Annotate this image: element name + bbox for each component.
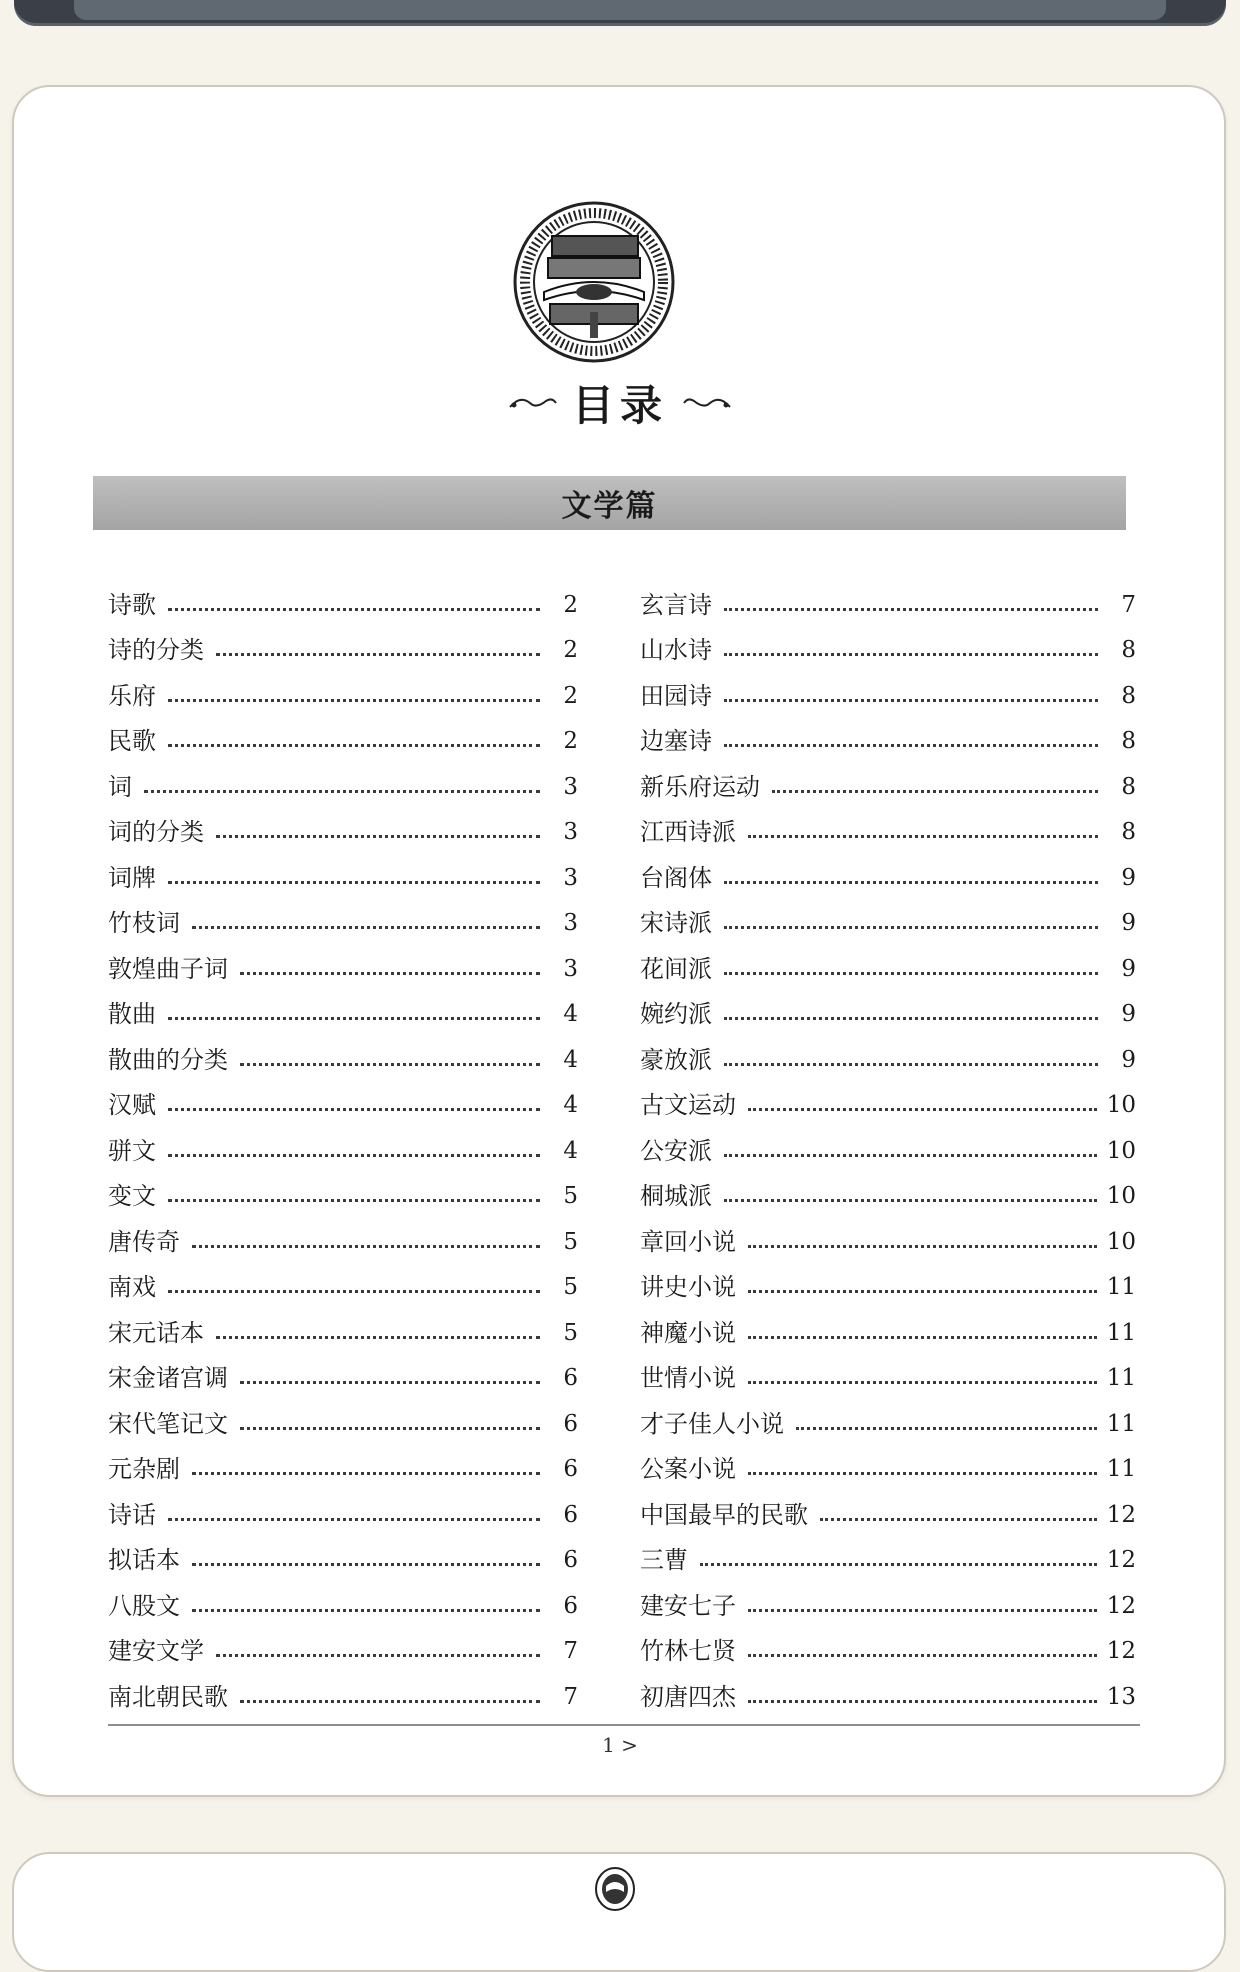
toc-entry[interactable] [108, 1530, 578, 1576]
toc-entry-page: 9 [1121, 1001, 1136, 1027]
toc-entry[interactable] [108, 802, 578, 848]
dot-leader [216, 1336, 540, 1339]
toc-entry[interactable] [640, 1530, 1136, 1576]
toc-entry-page: 8 [1121, 728, 1136, 754]
toc-entry-page: 10 [1106, 1183, 1136, 1209]
toc-entry[interactable] [640, 756, 1136, 802]
toc-entry-page: 9 [1121, 864, 1136, 891]
dot-leader [748, 1108, 1097, 1111]
toc-entry-page: 3 [563, 910, 578, 936]
dot-leader [192, 1563, 540, 1566]
toc-entry-title: 世情小说 [640, 1364, 736, 1392]
dot-leader [192, 1609, 540, 1612]
toc-entry-page: 5 [563, 1274, 578, 1300]
toc-entry-title: 中国最早的民歌 [640, 1500, 808, 1529]
toc-entry-title: 散曲的分类 [108, 1045, 228, 1074]
toc-right-column [640, 574, 1136, 1712]
toc-entry-page: 5 [563, 1183, 578, 1209]
toc-entry[interactable] [108, 1302, 578, 1348]
dot-leader [748, 1700, 1097, 1703]
toc-entry-page: 5 [563, 1228, 578, 1255]
toc-entry-page: 4 [563, 1046, 578, 1073]
toc-entry-title: 江西诗派 [640, 818, 736, 846]
toc-entry-page: 10 [1106, 1092, 1136, 1118]
toc-entry-title: 花间派 [640, 954, 712, 983]
toc-entry[interactable] [108, 574, 578, 620]
toc-entry-title: 古文运动 [640, 1091, 736, 1119]
dot-leader [772, 790, 1098, 793]
dot-leader [192, 1472, 540, 1475]
toc-entry-title: 初唐四杰 [640, 1682, 736, 1711]
toc-entry-title: 诗的分类 [108, 636, 204, 664]
toc-entry[interactable] [640, 1211, 1136, 1257]
toc-entry-page: 2 [563, 728, 578, 754]
toc-entry-page: 10 [1106, 1228, 1136, 1255]
dot-leader [748, 835, 1098, 838]
toc-entry-page: 11 [1106, 1319, 1136, 1346]
section-title: 文学篇 [561, 489, 658, 524]
toc-entry-page: 3 [563, 955, 578, 982]
footer-divider [108, 1724, 1140, 1726]
toc-entry[interactable] [108, 1575, 578, 1621]
dot-leader [168, 608, 540, 611]
dot-leader [168, 1108, 540, 1111]
toc-entry-page: 4 [563, 1001, 578, 1027]
dot-leader [724, 1017, 1098, 1020]
flourish-right-icon [682, 391, 734, 415]
dot-leader [724, 699, 1098, 702]
toc-entry-page: 12 [1106, 1638, 1136, 1664]
toc-entry-title: 宋诗派 [640, 909, 712, 937]
toc-entry[interactable] [108, 1075, 578, 1121]
toc-entry-title: 乐府 [108, 681, 156, 710]
dot-leader [748, 1472, 1097, 1475]
toc-entry-title: 变文 [108, 1182, 156, 1210]
toc-entry[interactable] [640, 1621, 1136, 1667]
toc-entry[interactable] [108, 1029, 578, 1075]
dot-leader [240, 1700, 540, 1703]
toc-entry[interactable] [640, 1575, 1136, 1621]
toc-entry[interactable] [640, 1029, 1136, 1075]
toc-entry[interactable] [108, 1621, 578, 1667]
toc-entry-page: 6 [563, 1365, 578, 1391]
toc-entry[interactable] [640, 1120, 1136, 1166]
dot-leader [700, 1563, 1097, 1566]
dot-leader [192, 926, 540, 929]
toc-entry[interactable] [640, 938, 1136, 984]
toc-entry-page: 11 [1106, 1410, 1136, 1437]
title-row [0, 372, 1240, 434]
dot-leader [748, 1654, 1097, 1657]
dot-leader [168, 1199, 540, 1202]
toc-entry-page: 9 [1121, 910, 1136, 936]
toc-entry-title: 八股文 [108, 1591, 180, 1620]
toc-entry-page: 8 [1121, 819, 1136, 845]
toc-entry-title: 建安七子 [640, 1591, 736, 1620]
toc-entry-title: 新乐府运动 [640, 772, 760, 801]
dot-leader [724, 608, 1098, 611]
toc-entry[interactable] [108, 711, 578, 757]
toc-entry-title: 南戏 [108, 1273, 156, 1301]
dot-leader [796, 1427, 1097, 1430]
toc-entry-page: 3 [563, 819, 578, 845]
dot-leader [748, 1609, 1097, 1612]
toc-entry[interactable] [640, 574, 1136, 620]
toc-entry-title: 敦煌曲子词 [108, 954, 228, 983]
dot-leader [724, 881, 1098, 884]
toc-entry-page: 3 [563, 864, 578, 891]
toc-entry[interactable] [640, 1257, 1136, 1303]
dot-leader [216, 1654, 540, 1657]
toc-entry-page: 4 [563, 1137, 578, 1164]
toc-entry[interactable] [640, 1166, 1136, 1212]
dot-leader [724, 1063, 1098, 1066]
toc-entry[interactable] [640, 1302, 1136, 1348]
toc-entry-page: 11 [1106, 1274, 1136, 1300]
toc-entry[interactable] [640, 1666, 1136, 1712]
toc-entry-page: 5 [563, 1319, 578, 1346]
toc-entry-title: 田园诗 [640, 681, 712, 710]
toc-entry[interactable] [108, 620, 578, 666]
mini-emblem-icon [594, 1866, 636, 1912]
toc-entry-page: 2 [563, 682, 578, 709]
toc-entry-page: 6 [563, 1410, 578, 1437]
dot-leader [168, 1017, 540, 1020]
toc-entry-title: 词牌 [108, 863, 156, 892]
toc-entry[interactable] [108, 893, 578, 939]
toc-entry[interactable] [640, 1348, 1136, 1394]
dot-leader [724, 1199, 1097, 1202]
dot-leader [748, 1381, 1097, 1384]
toc-entry-title: 拟话本 [108, 1546, 180, 1574]
dot-leader [240, 972, 540, 975]
toc-entry-title: 词 [108, 772, 132, 801]
dot-leader [748, 1290, 1097, 1293]
toc-entry-title: 南北朝民歌 [108, 1682, 228, 1711]
toc-entry-title: 讲史小说 [640, 1273, 736, 1301]
toc-entry-page: 10 [1106, 1137, 1136, 1164]
toc-entry[interactable] [640, 893, 1136, 939]
toc-entry-title: 宋元话本 [108, 1318, 204, 1347]
page-number-indicator[interactable]: 1 > [602, 1733, 638, 1757]
dot-leader [240, 1427, 540, 1430]
toc-entry-title: 词的分类 [108, 818, 204, 846]
dot-leader [168, 1518, 540, 1521]
dot-leader [168, 1154, 540, 1157]
toc-entry-page: 6 [563, 1592, 578, 1619]
toc-entry-page: 9 [1121, 1046, 1136, 1073]
dot-leader [168, 744, 540, 747]
toc-entry-title: 神魔小说 [640, 1318, 736, 1347]
toc-entry-title: 公案小说 [640, 1455, 736, 1483]
toc-entry[interactable] [108, 665, 578, 711]
dot-leader [216, 653, 540, 656]
toc-entry[interactable] [108, 1393, 578, 1439]
toc-entry-page: 7 [563, 1638, 578, 1664]
toc-entry-title: 公安派 [640, 1136, 712, 1165]
toc-entry-page: 12 [1106, 1547, 1136, 1573]
toc-entry-page: 13 [1106, 1683, 1136, 1710]
page-title: 目录 [571, 381, 668, 430]
toc-entry[interactable] [108, 1120, 578, 1166]
toc-entry-title: 诗话 [108, 1500, 156, 1529]
dot-leader [724, 744, 1098, 747]
dot-leader [216, 835, 540, 838]
toc-entry[interactable] [108, 1666, 578, 1712]
toc-entry[interactable] [108, 1484, 578, 1530]
books-emblem-icon [512, 200, 676, 364]
toc-entry[interactable] [640, 847, 1136, 893]
toc-entry-title: 宋代笔记文 [108, 1409, 228, 1438]
toc-left-column [108, 574, 578, 1712]
toc-entry[interactable] [108, 1166, 578, 1212]
toc-entry-page: 6 [563, 1456, 578, 1482]
dot-leader [724, 926, 1098, 929]
toc-entry-page: 12 [1106, 1592, 1136, 1619]
toc-entry-title: 三曹 [640, 1546, 688, 1574]
toc-entry[interactable] [108, 756, 578, 802]
toc-entry[interactable] [108, 847, 578, 893]
previous-page-edge [14, 0, 1226, 26]
toc-entry-page: 3 [563, 773, 578, 800]
toc-entry-title: 婉约派 [640, 1000, 712, 1028]
toc-entry-page: 11 [1106, 1456, 1136, 1482]
toc-entry-title: 玄言诗 [640, 590, 712, 619]
toc-entry-title: 山水诗 [640, 636, 712, 664]
toc-entry[interactable] [640, 665, 1136, 711]
dot-leader [748, 1245, 1097, 1248]
toc-entry-page: 8 [1121, 682, 1136, 709]
toc-entry[interactable] [640, 1439, 1136, 1485]
toc-entry-title: 桐城派 [640, 1182, 712, 1210]
toc-entry[interactable] [640, 711, 1136, 757]
toc-entry-title: 建安文学 [108, 1637, 204, 1665]
toc-entry-title: 骈文 [108, 1136, 156, 1165]
section-header-bar [93, 476, 1126, 530]
toc-entry-page: 8 [1121, 773, 1136, 800]
toc-entry-title: 诗歌 [108, 590, 156, 619]
previous-page-edge-inner [74, 0, 1166, 20]
toc-entry-title: 边塞诗 [640, 727, 712, 755]
dot-leader [748, 1336, 1097, 1339]
toc-entry[interactable] [108, 1257, 578, 1303]
toc-entry-title: 汉赋 [108, 1091, 156, 1119]
toc-entry-title: 竹林七贤 [640, 1637, 736, 1665]
toc-entry[interactable] [108, 1211, 578, 1257]
dot-leader [724, 653, 1098, 656]
toc-entry-title: 竹枝词 [108, 909, 180, 937]
toc-entry-title: 才子佳人小说 [640, 1409, 784, 1438]
dot-leader [192, 1245, 540, 1248]
dot-leader [168, 881, 540, 884]
toc-entry-title: 豪放派 [640, 1045, 712, 1074]
toc-entry[interactable] [640, 1393, 1136, 1439]
dot-leader [168, 1290, 540, 1293]
toc-entry-page: 11 [1106, 1365, 1136, 1391]
toc-entry[interactable] [640, 802, 1136, 848]
toc-entry[interactable] [108, 1348, 578, 1394]
toc-entry-page: 8 [1121, 637, 1136, 663]
toc-entry[interactable] [108, 938, 578, 984]
toc-entry[interactable] [640, 1075, 1136, 1121]
toc-entry[interactable] [640, 620, 1136, 666]
dot-leader [240, 1063, 540, 1066]
dot-leader [240, 1381, 540, 1384]
flourish-left-icon [506, 391, 558, 415]
toc-entry-page: 7 [1121, 591, 1136, 618]
dot-leader [168, 699, 540, 702]
toc-entry-title: 民歌 [108, 727, 156, 755]
toc-entry-page: 12 [1106, 1501, 1136, 1528]
toc-entry-page: 2 [563, 591, 578, 618]
dot-leader [724, 972, 1098, 975]
toc-entry-title: 宋金诸宫调 [108, 1364, 228, 1392]
toc-entry[interactable] [108, 984, 578, 1030]
toc-entry-title: 元杂剧 [108, 1455, 180, 1483]
toc-entry-title: 台阁体 [640, 863, 712, 892]
toc-entry-page: 6 [563, 1501, 578, 1528]
toc-entry-page: 7 [563, 1683, 578, 1710]
toc-entry[interactable] [640, 984, 1136, 1030]
toc-entry-page: 4 [563, 1092, 578, 1118]
toc-entry-title: 唐传奇 [108, 1227, 180, 1256]
dot-leader [144, 790, 540, 793]
toc-entry-title: 章回小说 [640, 1227, 736, 1256]
toc-entry[interactable] [640, 1484, 1136, 1530]
toc-entry-page: 9 [1121, 955, 1136, 982]
toc-entry-page: 6 [563, 1547, 578, 1573]
dot-leader [724, 1154, 1097, 1157]
toc-entry-title: 散曲 [108, 1000, 156, 1028]
toc-entry-page: 2 [563, 637, 578, 663]
toc-entry[interactable] [108, 1439, 578, 1485]
dot-leader [820, 1518, 1097, 1521]
